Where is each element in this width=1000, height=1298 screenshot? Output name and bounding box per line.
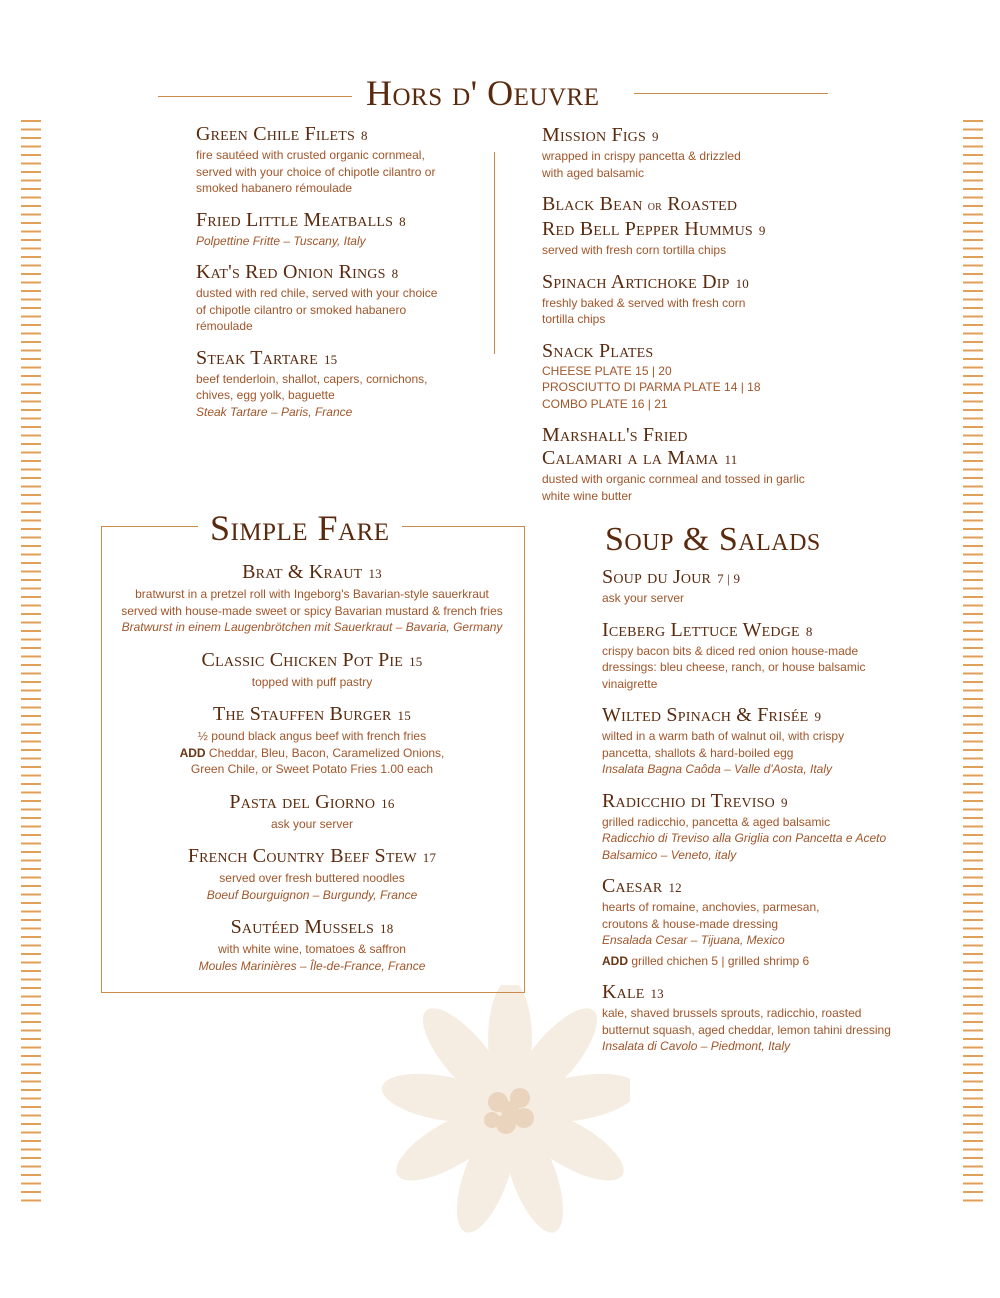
item-name: Pasta del Giorno: [229, 790, 376, 813]
item-name: Fried Little Meatballs: [196, 208, 394, 231]
item-price: 12: [668, 880, 682, 895]
item-price: 16: [381, 795, 395, 811]
item-desc: beef tenderloin, shallot, capers, cornichons,: [196, 371, 428, 386]
item-desc: dusted with red chile, served with your choice: [196, 286, 438, 300]
item-origin: Radicchio di Treviso alla Griglia con Pancetta e Aceto: [602, 831, 887, 845]
item-price: 8: [391, 266, 399, 281]
menu-item: [602, 566, 902, 607]
item-origin: Balsamico – Veneto, italy: [602, 847, 737, 862]
item-desc: ½ pound black angus beef with french fries: [197, 729, 427, 743]
menu-item: [102, 915, 522, 974]
item-origin: Ensalada Cesar – Tijuana, Mexico: [602, 933, 785, 947]
item-addons: [602, 953, 902, 970]
item-name: Caesar: [602, 875, 663, 897]
item-desc: served over fresh buttered noodles: [219, 871, 405, 885]
item-desc: bratwurst in a pretzel roll with Ingeborg's Bavarian-style sauerkraut: [135, 587, 489, 601]
item-desc: with aged balsamic: [542, 165, 645, 180]
item-name: Spinach Artichoke Dip: [542, 270, 730, 293]
item-desc: chives, egg yolk, baguette: [196, 388, 335, 402]
item-desc: ask your server: [270, 816, 354, 831]
item-price: 15: [323, 351, 338, 367]
menu-item: [102, 702, 522, 778]
item-desc: wrapped in crispy pancetta & drizzled: [542, 149, 741, 163]
item-desc: COMBO PLATE 16 | 21: [542, 396, 668, 411]
item-desc: ask your server: [602, 591, 685, 605]
item-desc: served with fresh corn tortilla chips: [542, 243, 727, 257]
menu-item: [602, 981, 902, 1055]
soup-salads-title: Soup & Salads: [605, 521, 821, 558]
item-desc: rémoulade: [196, 319, 253, 333]
item-desc: of chipotle cilantro or smoked habanero: [196, 302, 407, 317]
title-rule-left: [158, 96, 352, 97]
item-price: 10: [735, 275, 750, 291]
menu-item: [542, 340, 842, 413]
soup-salads-list: [602, 566, 902, 1067]
hors-doeuvre-right-column: [542, 124, 842, 516]
item-desc: white wine butter: [542, 488, 633, 503]
menu-item: [196, 209, 486, 250]
title-rule-right: [634, 93, 828, 94]
item-desc: CHEESE PLATE 15 | 20: [542, 363, 672, 378]
menu-item: [196, 123, 486, 197]
item-addons: [102, 745, 522, 762]
item-name: Snack Plates: [542, 339, 654, 362]
menu-item: [602, 790, 902, 864]
item-origin: Insalata Bagna Caôda – Valle d'Aosta, Italy: [602, 762, 832, 776]
add-label: ADD: [602, 953, 628, 968]
left-decorative-stripes: [21, 120, 41, 1205]
item-desc: freshly baked & served with fresh corn: [542, 295, 746, 310]
item-desc: wilted in a warm bath of walnut oil, with crispy: [602, 729, 845, 743]
item-name: Soup du Jour: [602, 566, 712, 588]
item-name-part: Roasted: [667, 193, 738, 215]
item-price: 11: [724, 452, 738, 467]
menu-item: [196, 347, 486, 421]
menu-item: [102, 790, 522, 833]
item-price: 9: [758, 223, 766, 238]
menu-item: [102, 648, 522, 691]
item-desc: crispy bacon bits & diced red onion house-made: [602, 643, 859, 658]
menu-item: [542, 124, 842, 181]
item-name-part: Black Bean: [542, 193, 643, 215]
hors-doeuvre-title: Hors d' Oeuvre: [366, 73, 600, 113]
item-price: 8: [805, 623, 813, 639]
item-name: Wilted Spinach & Frisée: [602, 704, 809, 726]
item-price: 8: [399, 213, 406, 229]
menu-item: [602, 875, 902, 969]
item-desc: PROSCIUTTO DI PARMA PLATE 14 | 18: [542, 380, 761, 394]
item-price: 18: [380, 921, 394, 936]
item-origin: Bratwurst in einem Laugenbrötchen mit Sauerkraut – Bavaria, Germany: [121, 620, 503, 634]
add-text: grilled chichen 5 | grilled shrimp 6: [628, 953, 810, 968]
item-desc: kale, shaved brussels sprouts, radicchio, roasted: [602, 1006, 862, 1020]
edelweiss-watermark-icon: [370, 985, 630, 1255]
simple-fare-title: Simple Fare: [198, 507, 402, 549]
item-name: Sautéed Mussels: [230, 916, 375, 938]
item-desc: tortilla chips: [542, 312, 606, 326]
menu-item: [542, 271, 842, 328]
hors-doeuvre-left-column: [196, 123, 486, 432]
item-desc: pancetta, shallots & hard-boiled egg: [602, 745, 794, 760]
item-price: 9: [651, 129, 659, 144]
item-origin: Moules Marinières – Île-de-France, France: [198, 958, 426, 973]
item-origin: Polpettine Fritte – Tuscany, Italy: [196, 233, 366, 248]
item-origin: Boeuf Bourguignon – Burgundy, France: [206, 887, 418, 902]
right-decorative-stripes: [963, 120, 983, 1205]
column-divider: [494, 152, 495, 354]
item-name: Steak Tartare: [196, 346, 318, 369]
simple-fare-list: [102, 560, 522, 986]
item-origin: Insalata di Cavolo – Piedmont, Italy: [602, 1039, 791, 1053]
item-name: French Country Beef Stew: [187, 845, 417, 867]
item-desc: fire sautéed with crusted organic cornmeal,: [196, 148, 425, 162]
item-desc: served with your choice of chipotle cilantro or: [196, 164, 436, 179]
item-desc: smoked habanero rémoulade: [196, 181, 353, 195]
item-desc: vinaigrette: [602, 676, 658, 691]
item-desc: dusted with organic cornmeal and tossed in garlic: [542, 472, 805, 486]
item-price: 9: [780, 794, 788, 810]
add-label: ADD: [179, 745, 206, 760]
item-name: Kale: [602, 981, 645, 1003]
item-price: 15: [409, 653, 423, 669]
item-desc: topped with puff pastry: [251, 674, 373, 689]
item-desc: Green Chile, or Sweet Potato Fries 1.00 each: [190, 762, 434, 776]
item-price: 13: [368, 566, 382, 581]
menu-item: [542, 193, 842, 259]
item-name: Radicchio di Treviso: [602, 789, 775, 812]
item-desc: dressings: bleu cheese, ranch, or house balsamic: [602, 660, 866, 674]
item-name: Mission Figs: [542, 124, 646, 146]
menu-item: [602, 619, 902, 693]
item-desc: croutons & house-made dressing: [602, 916, 779, 931]
item-price: 17: [422, 850, 437, 865]
add-text: Cheddar, Bleu, Bacon, Caramelized Onions,: [205, 745, 445, 760]
item-name: Iceberg Lettuce Wedge: [602, 618, 800, 641]
menu-item: [542, 424, 842, 504]
item-origin: Steak Tartare – Paris, France: [196, 404, 353, 419]
menu-item: [196, 261, 486, 335]
item-desc: served with house-made sweet or spicy Bavarian mustard & french fries: [121, 603, 503, 618]
item-name-part: Marshall's Fried: [542, 424, 688, 446]
item-desc: butternut squash, aged cheddar, lemon tahini dressing: [602, 1022, 891, 1037]
item-price: 9: [814, 709, 822, 724]
menu-item: [102, 560, 522, 636]
item-price: 7 | 9: [717, 571, 741, 586]
item-name: Kat's Red Onion Rings: [196, 261, 386, 283]
menu-item: [102, 844, 522, 903]
menu-item: [602, 704, 902, 778]
item-name-part: Calamari a la Mama: [542, 447, 719, 469]
item-price: 8: [361, 128, 368, 143]
item-desc: with white wine, tomatoes & saffron: [218, 942, 406, 956]
item-desc: grilled radicchio, pancetta & aged balsamic: [602, 814, 831, 829]
item-price: 13: [650, 986, 664, 1001]
item-name: Brat & Kraut: [242, 561, 363, 583]
item-name: The Stauffen Burger: [213, 703, 392, 725]
item-price: 15: [397, 708, 411, 723]
item-name: Classic Chicken Pot Pie: [201, 648, 404, 671]
item-name-part: or: [647, 199, 663, 214]
item-name-part: Red Bell Pepper Hummus: [542, 218, 753, 240]
item-name: Green Chile Filets: [196, 123, 356, 145]
item-desc: hearts of romaine, anchovies, parmesan,: [602, 900, 820, 914]
